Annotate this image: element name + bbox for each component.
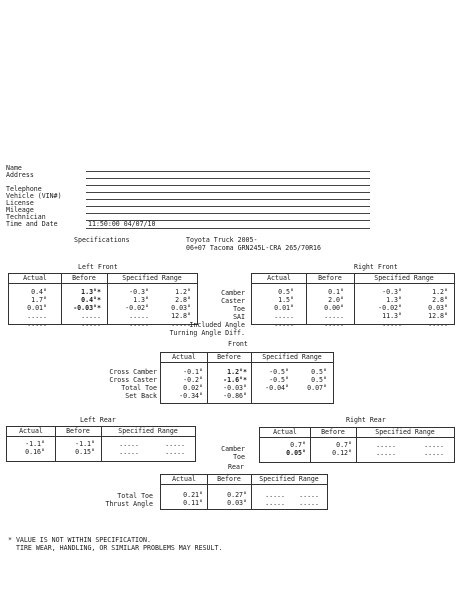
actual-column bbox=[25, 441, 45, 457]
lf-actual-camber: 0.4° bbox=[31, 288, 47, 296]
rear-before-total-toe: 0.27° bbox=[227, 491, 247, 499]
before-column bbox=[223, 369, 247, 401]
front-max-total-toe: 0.07° bbox=[307, 384, 327, 392]
address-line-2 bbox=[86, 185, 370, 186]
rf-max-sai: 12.8° bbox=[428, 312, 448, 320]
lf-min-toe: -0.02° bbox=[125, 304, 149, 312]
address-line bbox=[86, 178, 370, 179]
label-thrust-angle: Thrust Angle bbox=[105, 500, 153, 508]
lf-max-sai: 12.8° bbox=[171, 312, 191, 320]
lf-before-caster: 0.4°* bbox=[81, 296, 101, 304]
col-divider bbox=[251, 353, 252, 403]
front-actual-total-toe: 0.02° bbox=[183, 384, 203, 392]
customer-field-labels bbox=[6, 165, 62, 228]
mileage-line bbox=[86, 213, 370, 214]
actual-header: Actual bbox=[161, 475, 207, 485]
time-date-value: 11:50:00 04/07/10 bbox=[88, 220, 156, 228]
spec-max-column bbox=[165, 441, 185, 457]
label-sai: SAI bbox=[233, 313, 245, 321]
lf-before-sai: ..... bbox=[81, 312, 101, 320]
lf-min-camber: -0.3° bbox=[129, 288, 149, 296]
vehicle-line-1: Toyota Truck 2005- bbox=[186, 236, 258, 244]
actual-column bbox=[183, 492, 203, 508]
rear-max-thrust-angle: ..... bbox=[299, 499, 319, 507]
specifications-label: Specifications bbox=[74, 236, 130, 244]
lf-before-camber: 1.3°* bbox=[81, 288, 101, 296]
specified-range-header: Specified Range bbox=[101, 427, 195, 437]
field-label-address: Address bbox=[6, 171, 34, 179]
before-column bbox=[75, 441, 95, 457]
front-min-total-toe: -0.04° bbox=[265, 384, 289, 392]
label-toe: Toe bbox=[233, 305, 245, 313]
label-rear-camber: Camber bbox=[221, 445, 245, 453]
col-divider bbox=[107, 274, 108, 324]
rr-before-camber: 0.7° bbox=[336, 441, 352, 449]
rf-min-caster: 1.3° bbox=[386, 296, 402, 304]
field-label-mileage: Mileage bbox=[6, 206, 34, 214]
lf-actual-included: ..... bbox=[27, 320, 47, 328]
col-divider bbox=[55, 427, 56, 461]
lf-before-included: ..... bbox=[81, 320, 101, 328]
label-total-toe: Total Toe bbox=[121, 384, 157, 392]
specified-range-header: Specified Range bbox=[251, 353, 333, 363]
before-header: Before bbox=[207, 353, 251, 363]
cross-labels bbox=[109, 369, 157, 401]
label-camber: Camber bbox=[221, 289, 245, 297]
actual-header: Actual bbox=[252, 274, 306, 284]
before-header: Before bbox=[310, 428, 356, 438]
front-actual-cross-camber: -0.1° bbox=[183, 368, 203, 376]
rear-before-thrust-angle: 0.03° bbox=[227, 499, 247, 507]
rr-min-toe: ..... bbox=[376, 449, 396, 457]
rf-before-caster: 2.0° bbox=[328, 296, 344, 304]
field-label-telephone: Telephone bbox=[6, 185, 42, 193]
rf-before-included: ..... bbox=[324, 320, 344, 328]
rear-min-thrust-angle: ..... bbox=[265, 499, 285, 507]
lf-actual-caster: 1.7° bbox=[31, 296, 47, 304]
lf-min-sai: ..... bbox=[129, 312, 149, 320]
telephone-line bbox=[86, 192, 370, 193]
col-divider bbox=[310, 428, 311, 462]
rf-max-caster: 2.8° bbox=[432, 296, 448, 304]
rf-actual-caster: 1.5° bbox=[278, 296, 294, 304]
lr-min-toe: ..... bbox=[119, 448, 139, 456]
label-rear-total-toe: Total Toe bbox=[117, 492, 153, 500]
front-max-cross-caster: 0.5° bbox=[311, 376, 327, 384]
front-actual-set-back: -0.34° bbox=[179, 392, 203, 400]
rf-before-sai: ..... bbox=[324, 312, 344, 320]
time-date-line bbox=[86, 228, 370, 229]
lr-actual-camber: -1.1° bbox=[25, 440, 45, 448]
front-title: Front bbox=[228, 340, 248, 348]
rf-min-included: ..... bbox=[382, 320, 402, 328]
rr-min-camber: ..... bbox=[376, 441, 396, 449]
before-column bbox=[332, 442, 352, 458]
front-actual-cross-caster: -0.2° bbox=[183, 376, 203, 384]
front-before-total-toe: -0.03° bbox=[223, 384, 247, 392]
actual-header: Actual bbox=[7, 427, 55, 437]
left-rear-table bbox=[6, 426, 196, 462]
specified-range-header: Specified Range bbox=[107, 274, 197, 284]
rear-min-total-toe: ..... bbox=[265, 491, 285, 499]
col-divider bbox=[61, 274, 62, 324]
rear-actual-total-toe: 0.21° bbox=[183, 491, 203, 499]
spec-max-column bbox=[307, 369, 327, 401]
lf-max-caster: 2.8° bbox=[175, 296, 191, 304]
left-rear-title: Left Rear bbox=[80, 416, 116, 424]
lf-max-toe: 0.03° bbox=[171, 304, 191, 312]
label-included-angle: Included Angle bbox=[189, 321, 245, 329]
spec-min-column bbox=[125, 289, 149, 329]
label-turning-angle-diff: Turning Angle Diff. bbox=[169, 329, 245, 337]
rf-actual-included: ..... bbox=[274, 320, 294, 328]
rf-actual-toe: 0.01° bbox=[274, 304, 294, 312]
front-measurement-labels bbox=[170, 290, 245, 338]
spec-max-column bbox=[424, 442, 444, 458]
right-rear-table bbox=[259, 427, 455, 463]
right-front-title: Right Front bbox=[354, 263, 398, 271]
before-column bbox=[324, 289, 344, 329]
rf-actual-camber: 0.5° bbox=[278, 288, 294, 296]
front-min-cross-caster: -0.5° bbox=[269, 376, 289, 384]
front-max-set-back bbox=[307, 393, 327, 401]
col-divider bbox=[207, 353, 208, 403]
spec-max-column bbox=[428, 289, 448, 329]
field-label-time-date: Time and Date bbox=[6, 220, 58, 228]
rear-table bbox=[160, 474, 328, 510]
before-header: Before bbox=[207, 475, 251, 485]
lr-min-camber: ..... bbox=[119, 440, 139, 448]
lf-actual-sai: ..... bbox=[27, 312, 47, 320]
left-front-title: Left Front bbox=[78, 263, 118, 271]
rear-title: Rear bbox=[228, 463, 244, 471]
col-divider bbox=[207, 475, 208, 509]
lr-before-camber: -1.1° bbox=[75, 440, 95, 448]
lr-max-camber: ..... bbox=[165, 440, 185, 448]
before-header: Before bbox=[55, 427, 101, 437]
actual-header: Actual bbox=[9, 274, 61, 284]
specified-range-header: Specified Range bbox=[356, 428, 454, 438]
front-min-set-back bbox=[265, 393, 289, 401]
before-column bbox=[227, 492, 247, 508]
lf-actual-toe: 0.01° bbox=[27, 304, 47, 312]
front-max-cross-camber: 0.5° bbox=[311, 368, 327, 376]
lf-min-caster: 1.3° bbox=[133, 296, 149, 304]
label-rear-toe: Toe bbox=[233, 453, 245, 461]
lr-before-toe: 0.15° bbox=[75, 448, 95, 456]
right-front-table bbox=[251, 273, 455, 328]
rear-measurement-labels bbox=[221, 446, 245, 462]
footnote-line-2: TIRE WEAR, HANDLING, OR SIMILAR PROBLEMS MAY RESULT. bbox=[16, 544, 223, 552]
spec-min-column bbox=[265, 369, 289, 401]
before-header: Before bbox=[61, 274, 107, 284]
rear-total-labels bbox=[105, 493, 153, 509]
rr-max-camber: ..... bbox=[424, 441, 444, 449]
rr-before-toe: 0.12° bbox=[332, 449, 352, 457]
spec-min-column bbox=[119, 441, 139, 457]
col-divider bbox=[306, 274, 307, 324]
spec-min-column bbox=[376, 442, 396, 458]
specified-range-header: Specified Range bbox=[354, 274, 454, 284]
specified-range-header: Specified Range bbox=[251, 475, 327, 485]
spec-min-column bbox=[378, 289, 402, 329]
right-rear-title: Right Rear bbox=[346, 416, 386, 424]
name-line bbox=[86, 171, 370, 172]
col-divider bbox=[354, 274, 355, 324]
before-header: Before bbox=[306, 274, 354, 284]
rf-actual-sai: ..... bbox=[274, 312, 294, 320]
field-label-license: License bbox=[6, 199, 34, 207]
actual-column bbox=[179, 369, 203, 401]
vehicle-line-2: 06+07 Tacoma GRN245L-CRA 265/70R16 bbox=[186, 244, 321, 252]
actual-column bbox=[274, 289, 294, 329]
field-label-name: Name bbox=[6, 164, 22, 172]
label-cross-caster: Cross Caster bbox=[109, 376, 157, 384]
col-divider bbox=[251, 475, 252, 509]
lr-max-toe: ..... bbox=[165, 448, 185, 456]
label-set-back: Set Back bbox=[125, 392, 157, 400]
license-line bbox=[86, 206, 370, 207]
col-divider bbox=[356, 428, 357, 462]
front-before-cross-camber: 1.2°* bbox=[227, 368, 247, 376]
rear-actual-thrust-angle: 0.11° bbox=[183, 499, 203, 507]
label-caster: Caster bbox=[221, 297, 245, 305]
lf-max-included: ..... bbox=[171, 320, 191, 328]
front-before-cross-caster: -1.6°* bbox=[223, 376, 247, 384]
lf-min-included: ..... bbox=[129, 320, 149, 328]
rear-max-total-toe: ..... bbox=[299, 491, 319, 499]
lr-actual-toe: 0.16° bbox=[25, 448, 45, 456]
col-divider bbox=[101, 427, 102, 461]
spec-max-column bbox=[299, 492, 319, 508]
rf-max-included: ..... bbox=[428, 320, 448, 328]
spec-min-column bbox=[265, 492, 285, 508]
field-label-vin: Vehicle (VIN#) bbox=[6, 192, 62, 200]
front-before-set-back: -0.86° bbox=[223, 392, 247, 400]
field-label-technician: Technician bbox=[6, 213, 46, 221]
rr-actual-camber: 0.7° bbox=[290, 441, 306, 449]
front-min-cross-camber: -0.5° bbox=[269, 368, 289, 376]
actual-column bbox=[286, 442, 306, 458]
actual-header: Actual bbox=[161, 353, 207, 363]
lf-max-camber: 1.2° bbox=[175, 288, 191, 296]
rf-before-toe: 0.00° bbox=[324, 304, 344, 312]
label-cross-camber: Cross Camber bbox=[109, 368, 157, 376]
rf-min-toe: -0.02° bbox=[378, 304, 402, 312]
rf-before-camber: 0.1° bbox=[328, 288, 344, 296]
vin-line bbox=[86, 199, 370, 200]
front-table bbox=[160, 352, 334, 404]
rf-max-camber: 1.2° bbox=[432, 288, 448, 296]
rf-max-toe: 0.03° bbox=[428, 304, 448, 312]
actual-header: Actual bbox=[260, 428, 310, 438]
rf-min-camber: -0.3° bbox=[382, 288, 402, 296]
rf-min-sai: 11.3° bbox=[382, 312, 402, 320]
rr-actual-toe: 0.05° bbox=[286, 449, 306, 457]
rr-max-toe: ..... bbox=[424, 449, 444, 457]
footnote-line-1: * VALUE IS NOT WITHIN SPECIFICATION. bbox=[8, 536, 151, 544]
lf-before-toe: -0.03°* bbox=[73, 304, 101, 312]
actual-column bbox=[27, 289, 47, 329]
before-column bbox=[73, 289, 101, 329]
